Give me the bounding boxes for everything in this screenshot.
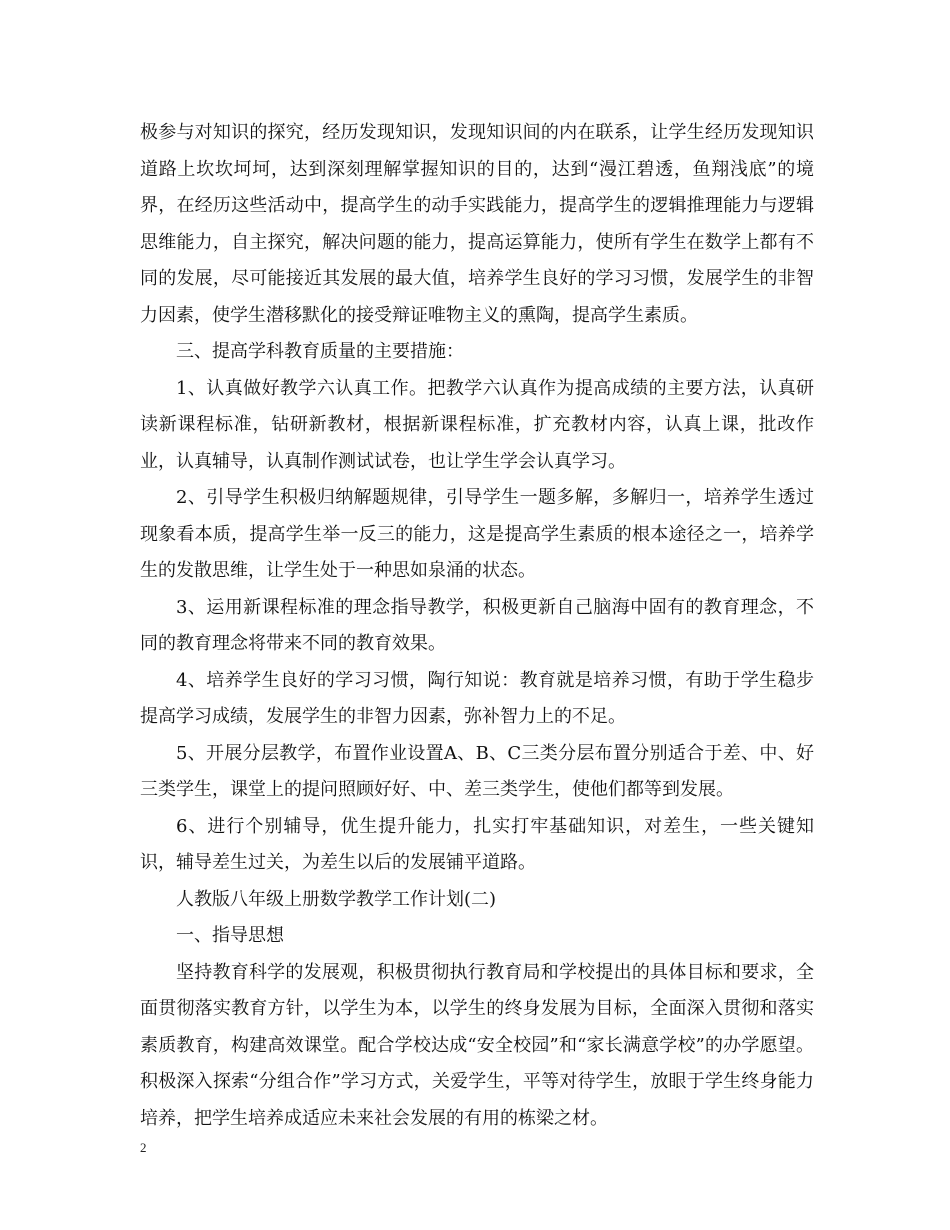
plan-title-part-two: 人教版八年级上册数学教学工作计划(二): [176, 888, 497, 910]
section-heading-guiding-thought: 一、指导思想: [176, 925, 284, 946]
paragraph-measure-5: 5、开展分层教学，布置作业设置A、B、C三类分层布置分别适合于差、中、好三类学生，课堂上的提问照顾好好、中、差三类学生，使他们都等到发展。: [140, 742, 814, 800]
document-body: [140, 115, 814, 1137]
paragraph-measure-1: 1、认真做好教学六认真工作。把教学六认真作为提高成绩的主要方法，认真研读新课程标准，钻研新教材，根据新课程标准，扩充教材内容，认真上课，批改作业，认真辅导，认真制作测试试卷，也让学生学会认真学习。: [140, 377, 814, 472]
paragraph-measure-3: 3、运用新课程标准的理念指导教学，积极更新自己脑海中固有的教育理念，不同的教育理念将带来不同的教育效果。: [140, 596, 814, 654]
paragraph-measure-6: 6、进行个别辅导，优生提升能力，扎实打牢基础知识，对差生，一些关键知识，辅导差生过关，为差生以后的发展铺平道路。: [140, 815, 814, 873]
paragraph-measure-4: 4、培养学生良好的学习习惯，陶行知说：教育就是培养习惯，有助于学生稳步提高学习成绩，发展学生的非智力因素，弥补智力上的不足。: [140, 669, 814, 727]
page-number: 2: [140, 1140, 147, 1155]
paragraph-guiding-thought: 坚持教育科学的发展观，积极贯彻执行教育局和学校提出的具体目标和要求，全面贯彻落实教育方针，以学生为本，以学生的终身发展为目标，全面深入贯彻和落实素质教育，构建高效课堂。配合学校达成“安全校园”和“家长满意学校”的办学愿望。积极深入探索“分组合作”学习方式，关爱学生，平等对待学生，放眼于学生终身能力培养，把学生培养成适应未来社会发展的有用的栋梁之材。: [140, 961, 814, 1129]
paragraph-measure-2: 2、引导学生积极归纳解题规律，引导学生一题多解，多解归一，培养学生透过现象看本质，提高学生举一反三的能力，这是提高学生素质的根本途径之一，培养学生的发散思维，让学生处于一种思如泉涌的状态。: [140, 487, 814, 581]
paragraph-continuation: 极参与对知识的探究，经历发现知识，发现知识间的内在联系，让学生经历发现知识道路上坎坎坷坷，达到深刻理解掌握知识的目的，达到“漫江碧透，鱼翔浅底”的境界，在经历这些活动中，提高学生的动手实践能力，提高学生的逻辑推理能力与逻辑思维能力，自主探究，解决问题的能力，提高运算能力，使所有学生在数学上都有不同的发展，尽可能接近其发展的最大值，培养学生良好的学习习惯，发展学生的非智力因素，使学生潜移默化的接受辩证唯物主义的熏陶，提高学生素质。: [140, 122, 814, 326]
section-heading-measures: 三、提高学科教育质量的主要措施：: [176, 341, 464, 362]
